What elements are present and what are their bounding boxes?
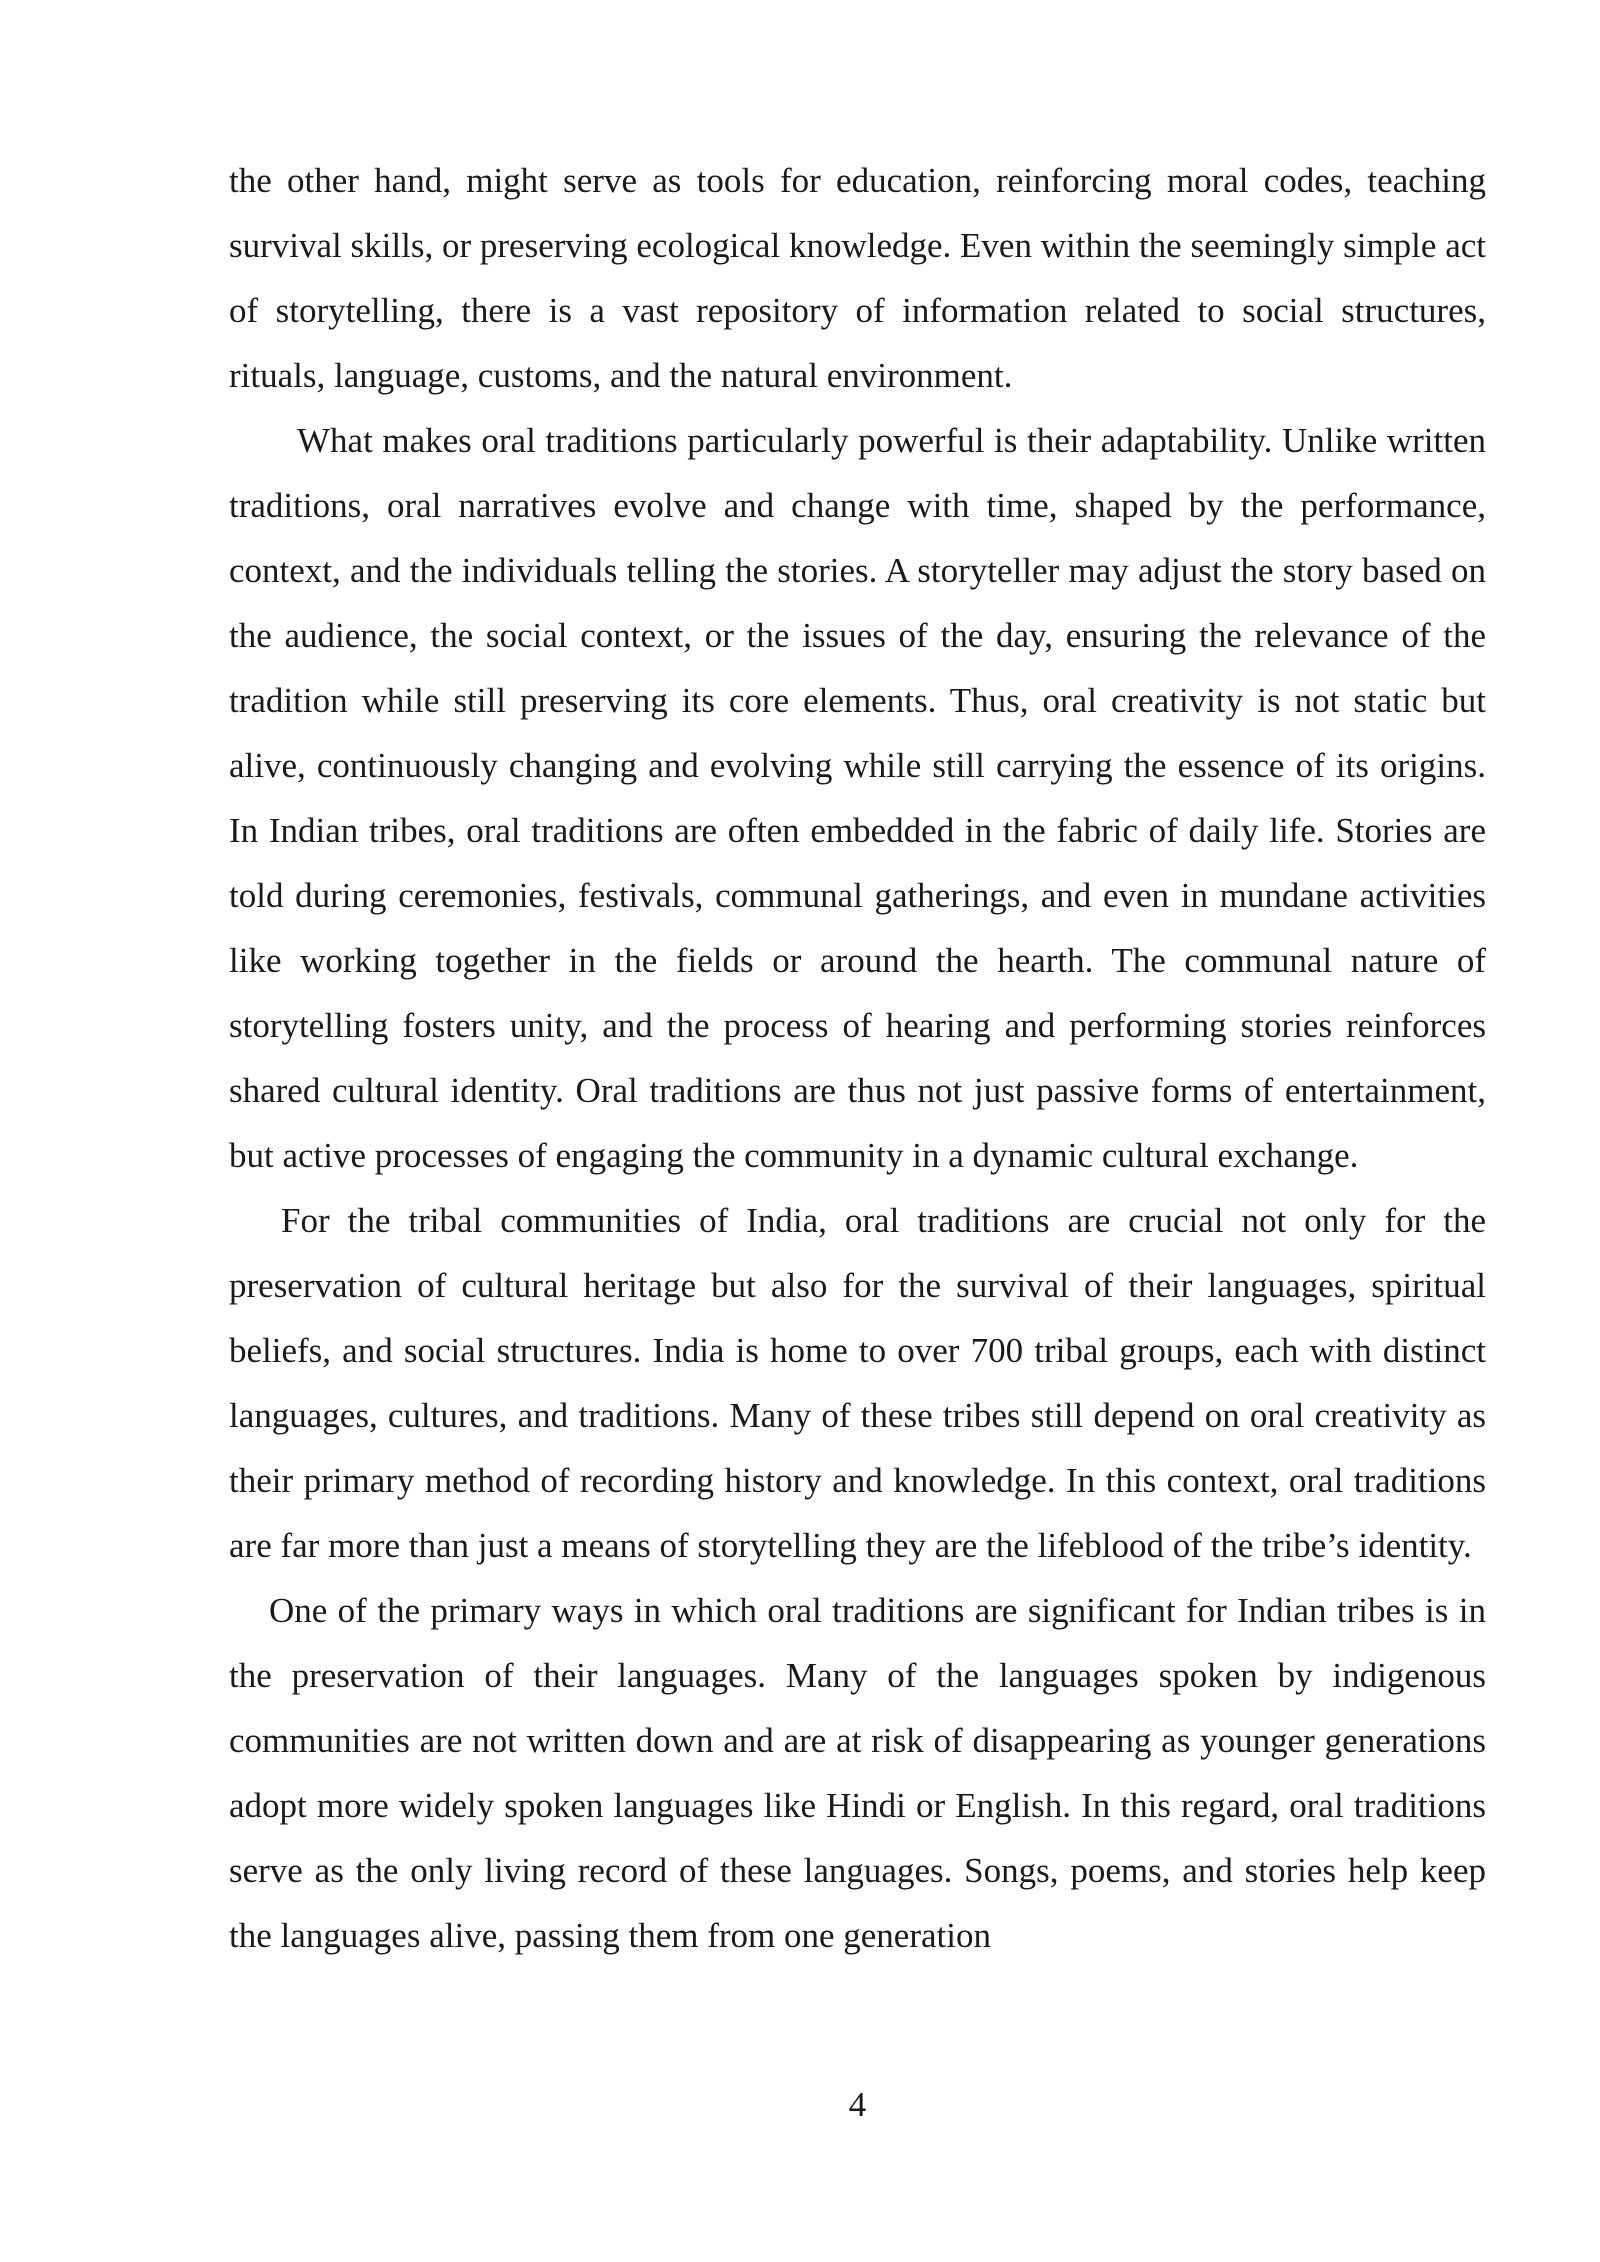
body-text: [229, 148, 1486, 1968]
paragraph: the other hand, might serve as tools for education, reinforcing moral codes, teaching survival skills, or preserving ecological knowledge. Even within the seemingly simple act of storytelling, there is a vast repository of information related to social structures, rituals, language, customs, and the natural environment.: [229, 161, 1486, 395]
paragraph: What makes oral traditions particularly powerful is their adaptability. Unlike written traditions, oral narratives evolve and change with time, shaped by the performance, context, and the individuals telling the stories. A storyteller may adjust the story based on the audience, the social context, or the issues of the day, ensuring the relevance of the tradition while still preserving its core elements. Thus, oral creativity is not static but alive, continuously changing and evolving while still carrying the essence of its origins. In Indian tribes, oral traditions are often embedded in the fabric of daily life. Stories are told during ceremonies, festivals, communal gatherings, and even in mundane activities like working together in the fields or around the hearth. The communal nature of storytelling fosters unity, and the process of hearing and performing stories reinforces shared cultural identity. Oral traditions are thus not just passive forms of entertainment, but active processes of engaging the community in a dynamic cultural exchange.: [229, 421, 1486, 1175]
paragraph: For the tribal communities of India, oral traditions are crucial not only for the preservation of cultural heritage but also for the survival of their languages, spiritual beliefs, and social structures. India is home to over 700 tribal groups, each with distinct languages, cultures, and traditions. Many of these tribes still depend on oral creativity as their primary method of recording history and knowledge. In this context, oral traditions are far more than just a means of storytelling they are the lifeblood of the tribe’s identity.: [229, 1201, 1486, 1565]
paragraph: One of the primary ways in which oral traditions are significant for Indian tribes is in the preservation of their languages. Many of the languages spoken by indigenous communities are not written down and are at risk of disappearing as younger generations adopt more widely spoken languages like Hindi or English. In this regard, oral traditions serve as the only living record of these languages. Songs, poems, and stories help keep the languages alive, passing them from one generation: [229, 1591, 1486, 1955]
page-number: 4: [848, 2085, 867, 2124]
